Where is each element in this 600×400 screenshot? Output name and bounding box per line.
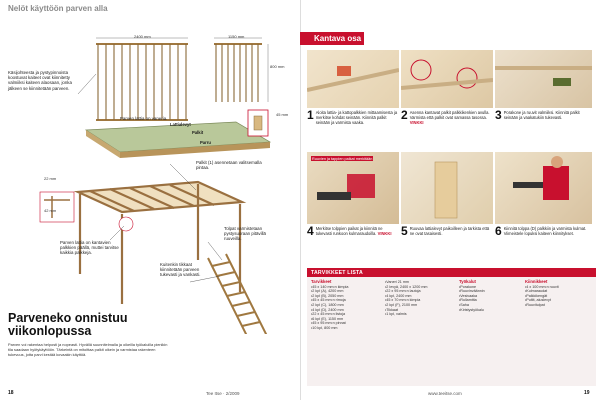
step-photo-6-illustration (495, 152, 592, 224)
material-item: • 2 kpl (C), 1800 mm (311, 303, 381, 308)
page-number-left: 18 (8, 390, 14, 396)
step-1-number: 1 (307, 108, 314, 122)
step-3-number: 3 (495, 108, 502, 122)
step-photo-5-illustration (401, 152, 493, 224)
materials-title: TARVIKKEET LISTA (307, 268, 596, 277)
step-1-text: Aloita lattia- ja kattopalkkien mittaamisesta ja merkitse kohdat seinään. Kiinnitä palkit seinään ja varmista vaaka. (315, 110, 398, 125)
callout-sheet: Parven lattia on vaneria. (120, 116, 168, 121)
material-item: • 4 x 100 mm:n ruuvit (525, 285, 593, 290)
material-item: • 2 kpl (A), 4200 mm (311, 289, 381, 294)
material-item: • Kulmaraudat (525, 289, 593, 294)
material-item: • Ruuvitulpat (525, 303, 593, 308)
folio-left (8, 390, 14, 396)
label-floorboard: Lattialevyt (170, 122, 191, 127)
ladder (208, 254, 268, 334)
dim-width: 2400 mm (134, 34, 151, 39)
material-item: • Saha (459, 303, 519, 308)
step-4-warning: VINKKI (377, 231, 392, 236)
running-head: Nelöt käyttöön parven alla (8, 4, 108, 13)
material-item: • Tikkaat (385, 308, 455, 313)
material-item: • 45 x 140 mm:n kimpia (311, 285, 381, 290)
callout-railing: Käsijohteesta ja pystypinnoista koostuvat kaiteet ovat kiinnitetty valmiiksi kaiteen alaosaan, jonka jälkeen se kiinnitetään parveen. (8, 70, 72, 91)
material-item: • Rullamitta (459, 298, 519, 303)
step-3-text: Porakone ja ruuvit valmiiksi. Kiinnitä palkit seinään ja vaakatukiin tukevasti. (503, 110, 580, 120)
step-photo-1 (307, 50, 399, 108)
railing-side (214, 44, 262, 102)
label-joist: Palkit (192, 130, 204, 135)
materials-col-2 (385, 280, 455, 317)
step-5 (401, 226, 493, 237)
material-item: • Vaneri 21 mm (385, 280, 455, 285)
material-item: • 1 kpl, valmis (385, 312, 455, 317)
step-photo-3 (495, 50, 592, 108)
railing-panel (96, 44, 188, 120)
step-2-text: Asenna kantavat palkit palkkikenkien avulla. Varmista että palkit ovat samassa tasossa. (409, 110, 490, 120)
material-item: • 4 kpl, 2400 mm (385, 294, 455, 299)
step-2-number: 2 (401, 108, 408, 122)
dim-d3: 42 mm (44, 208, 57, 213)
step-5-text: Ruuvaa lattialevyt paikoilleen ja tarkista että ne ovat tasaisesti. (409, 226, 490, 236)
step-6-number: 6 (495, 224, 502, 238)
step-photo-2-illustration (401, 50, 493, 108)
label-beam: Parru (200, 140, 211, 145)
callout-beams: Parven lattia on kantavien palkkien päällä, muttei tarvitse kaikkia palkkeja. (60, 240, 119, 256)
material-item: • 2 kpl (F), 2100 mm (385, 303, 455, 308)
step-4 (307, 226, 399, 237)
step-photo-5 (401, 152, 493, 224)
step-photo-3-illustration (495, 50, 592, 108)
materials-col-1-heading: Tarvikkeet (311, 279, 332, 284)
page-number-right: 19 (584, 390, 590, 396)
loft-diagram (0, 14, 300, 334)
step-2 (401, 110, 493, 125)
folio-left-text: Tee Itse · 2/2009 (206, 391, 240, 396)
callout-fastening: Palkit (1) asennetaan valitsemalla pintaa. (196, 160, 262, 171)
step-photo-4-illustration (307, 152, 399, 224)
material-item: • 2 levyä, 2400 x 1200 mm (385, 285, 455, 290)
callout-posts: Tolpat varmistetaan pystysuoraan pitävillä ruuveilla. (224, 226, 266, 242)
material-item: • Pultit, aluslevyt (525, 298, 593, 303)
step-photo-1-illustration (307, 50, 399, 108)
material-item: • Vesivaaka (459, 294, 519, 299)
materials-col-3-heading: Työkalut (459, 279, 476, 284)
step-3 (495, 110, 592, 121)
materials-col-4 (525, 280, 593, 308)
material-item: • 45 x 95 mm:n pinnat (311, 321, 381, 326)
article-headline: Parveneko onnistuu viikonlopussa (8, 311, 128, 338)
photo-caption: Ruuvien ja tappien paikat merkitään (312, 156, 373, 161)
step-photo-2 (401, 50, 493, 108)
material-item: • Kiristystyökalu (459, 308, 519, 313)
callout-ladder: Kuitenkin tikkaat kiinnitetään parveen tukevasti ja vankasti. (160, 262, 201, 278)
material-item: • 4 kpl (D), 2400 mm (311, 308, 381, 313)
step-6 (495, 226, 592, 237)
step-4-text: Merkitse tolppien paikat ja kiinnitä ne tukevasti runkoon kulmaraudoilla. (315, 226, 383, 236)
section-tab: Kantava osa (300, 32, 364, 45)
materials-box (307, 268, 596, 386)
material-item: • Ruuvinväännin (459, 289, 519, 294)
step-photo-6 (495, 152, 592, 224)
folio-right-text: www.teeitse.com (428, 391, 462, 396)
step-5-number: 5 (401, 224, 408, 238)
material-item: • 2 kpl (B), 2050 mm (311, 294, 381, 299)
dim-height: 800 mm (270, 64, 285, 69)
step-photo-4 (307, 152, 399, 224)
material-item: • 6 kpl (E), 1150 mm (311, 317, 381, 322)
materials-col-4-heading: Kiinnikkeet (525, 279, 548, 284)
step-2-warning: VINKKI (409, 120, 424, 125)
material-item: • 10 kpl, 800 mm (311, 326, 381, 331)
step-1 (307, 110, 399, 125)
dim-d2: 22 mm (44, 176, 57, 181)
dim-side-width: 1150 mm (228, 34, 245, 39)
dim-d1: 45 mm (276, 112, 289, 117)
material-item: • Palkkikengät (525, 294, 593, 299)
step-6-text: Kiinnitä tolppa (D) palkkiin ja varmista kulmat. Viimeistele lopuksi kaiteen kiinnitykset. (503, 226, 587, 236)
materials-col-1 (311, 280, 381, 331)
material-item: • 45 x 70 mm:n kimpia (385, 298, 455, 303)
article-body: Parven voi rakentaa helposti ja nopeasti. Hyvällä suunnitelmalla ja oikeilla työkaluilla pienikin tila saadaan hyötykäyttöön. Tärkeintä on mitoittaa palkit oikein ja varmistaa rakenteen tukevuus, jotta parvi kestää kovaakin käyttöä. (8, 342, 168, 357)
material-item: • Porakone (459, 285, 519, 290)
materials-col-3 (459, 280, 519, 312)
step-4-number: 4 (307, 224, 314, 238)
material-item: • 22 x 95 mm:n lautoja (385, 289, 455, 294)
material-item: • 22 x 45 mm:n listoja (311, 312, 381, 317)
folio-right (584, 390, 590, 396)
material-item: • 45 x 45 mm:n rimoja (311, 298, 381, 303)
